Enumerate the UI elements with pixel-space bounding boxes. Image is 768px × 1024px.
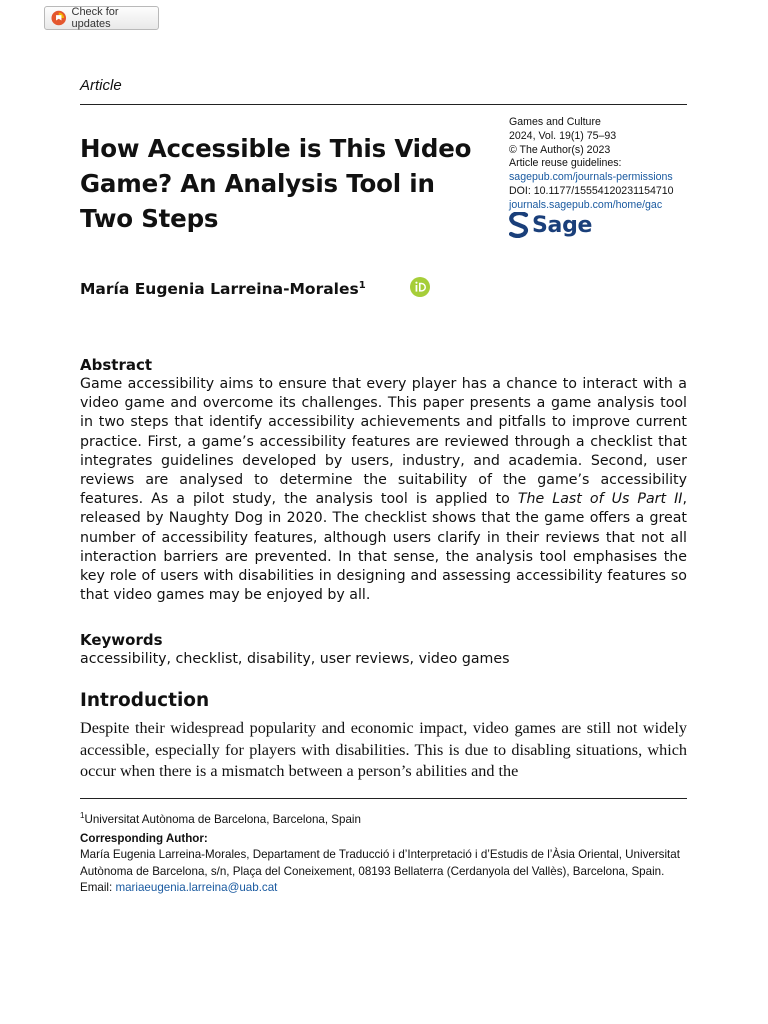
corresponding-author-heading: Corresponding Author:	[80, 832, 208, 846]
author-name	[80, 280, 366, 298]
affiliation-mark: 1	[80, 811, 85, 820]
journal-name: Games and Culture	[509, 116, 601, 128]
journal-home-link[interactable]: journals.sagepub.com/home/gac	[509, 198, 663, 211]
email-label: Email:	[80, 881, 116, 895]
orcid-icon[interactable]	[410, 277, 430, 297]
keywords-heading: Keywords	[80, 631, 163, 649]
article-type-label: Article	[80, 77, 122, 94]
affiliation-text: Universitat Autònoma de Barcelona, Barcelona, Spain	[84, 812, 361, 826]
sage-logo	[509, 212, 592, 238]
check-for-updates-button[interactable]	[44, 6, 159, 30]
abstract-text	[80, 375, 687, 605]
keywords-text: accessibility, checklist, disability, user reviews, video games	[80, 651, 510, 667]
title-line: How Accessible is This Video	[80, 134, 472, 163]
journal-volume: 2024, Vol. 19(1) 75–93	[509, 129, 617, 142]
author-name-text: María Eugenia Larreina-Morales	[80, 280, 359, 299]
affiliation-note	[80, 808, 687, 828]
corresponding-author-text: María Eugenia Larreina-Morales, Departament de Traducció i d’Interpretació i d’Estudis de l’Àsia Oriental, Universitat Autònoma de Barcelona, s/n, Plaça del Coneixement, 08193 Bellaterra (Cerdanyola del Vallès), Barcelona, Spain.	[80, 848, 680, 878]
footnotes	[80, 808, 687, 896]
abstract-text-part: , released by Naughty Dog in 2020. The checklist shows that the game offers a great number of accessibility features, although users clarify in their reviews that not all interaction barriers are prevented. In that sense, the analysis tool emphasises the key role of users with disabilities in designing and assessing accessibility features so that video games may be enjoyed by all.	[80, 491, 687, 604]
journal-doi: DOI: 10.1177/15554120231154710	[509, 184, 674, 197]
title-line: Two Steps	[80, 204, 219, 233]
email-line	[80, 880, 687, 896]
reuse-guidelines-label: Article reuse guidelines:	[509, 157, 622, 170]
author-affiliation-mark: 1	[358, 280, 366, 291]
sage-logo-icon	[509, 212, 529, 238]
title-line: Game? An Analysis Tool in	[80, 169, 435, 198]
abstract-game-title: The Last of Us Part II	[517, 491, 683, 508]
abstract-heading: Abstract	[80, 356, 153, 374]
journal-copyright: © The Author(s) 2023	[509, 143, 611, 156]
abstract-text-part: Game accessibility aims to ensure that every player has a chance to interact with a video game and overcome its challenges. This paper presents a game analysis tool in two steps that identify accessibility achievements and pitfalls to improve current practice. First, a game’s accessibility features are reviewed through a checklist that integrates guidelines developed by users, industry, and academia. Second, user reviews are analysed to determine the suitability of the game’s accessibility features. As a pilot study, the analysis tool is applied to	[80, 376, 687, 508]
sage-logo-text: Sage	[532, 212, 593, 238]
journal-info	[509, 116, 674, 213]
footnote-rule	[80, 798, 687, 799]
email-link[interactable]: mariaeugenia.larreina@uab.cat	[115, 881, 278, 895]
article-title	[80, 131, 490, 236]
reuse-guidelines-link[interactable]: sagepub.com/journals-permissions	[509, 171, 673, 184]
introduction-heading: Introduction	[80, 690, 210, 711]
check-for-updates-icon	[51, 10, 67, 26]
introduction-text: Despite their widespread popularity and economic impact, video games are still not widely accessible, especially for players with disabilities. This is due to disabling situations, which occur when there is a mismatch between a person’s abilities and the	[80, 719, 687, 780]
check-for-updates-label: Check for updates	[71, 6, 119, 30]
header-rule	[80, 104, 687, 105]
